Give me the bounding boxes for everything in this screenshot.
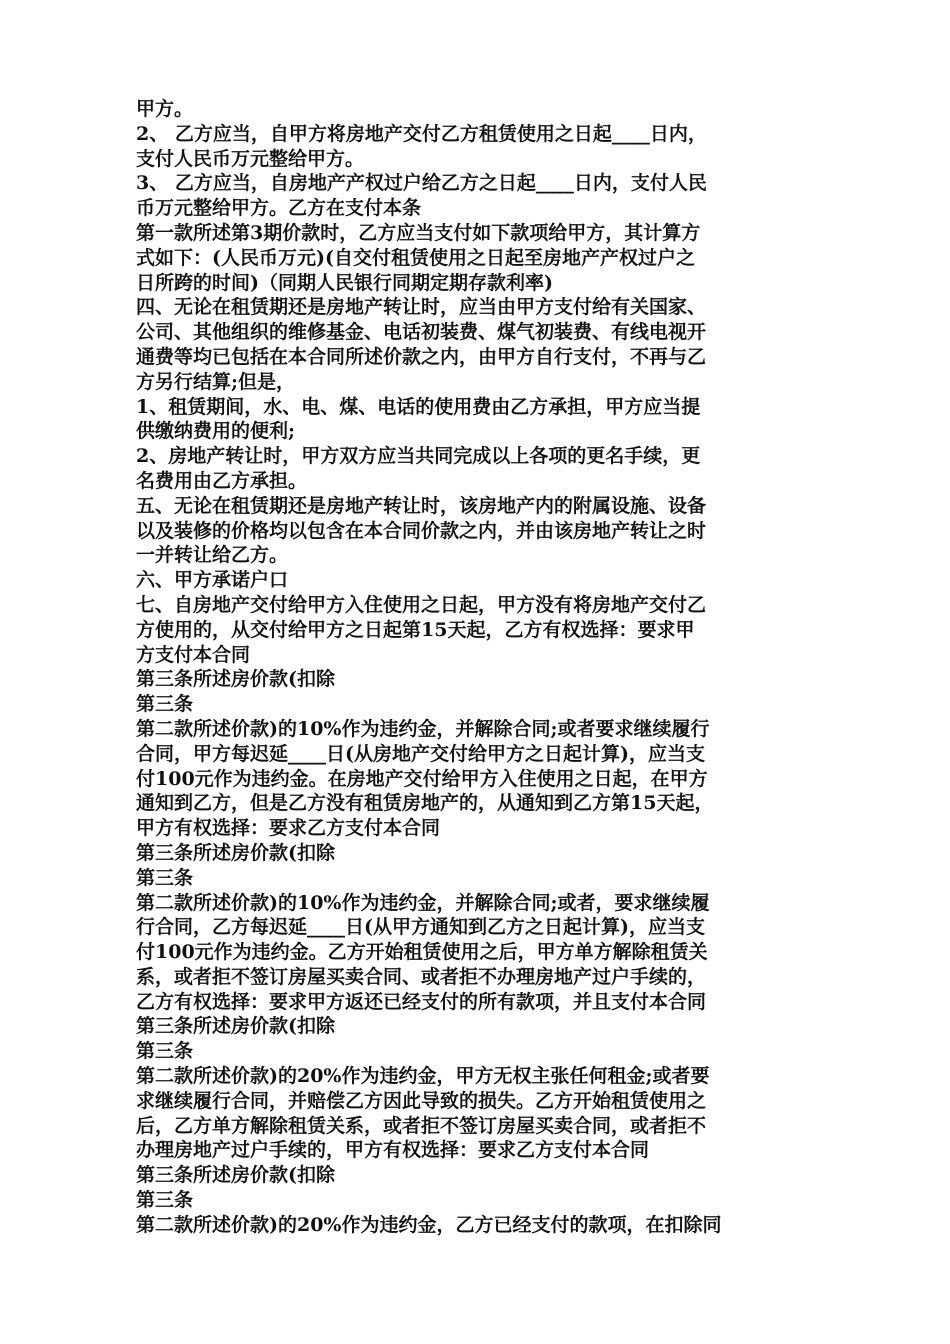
text-line: 甲方有权选择：要求乙方支付本合同 <box>136 817 441 840</box>
text-line: 求继续履行合同，并赔偿乙方因此导致的损失。乙方开始租赁使用之 <box>136 1089 707 1112</box>
text-line: 公司、其他组织的维修基金、电话初装费、煤气初装费、有线电视开 <box>136 321 707 344</box>
text-line: 合同，甲方每迟延____日(从房地产交付给甲方之日起计算)，应当支 <box>136 742 705 765</box>
text-line: 付100元作为违约金。在房地产交付给甲方入住使用之日起，在甲方 <box>136 767 708 790</box>
text-line: 通费等均已包括在本合同所述价款之内，由甲方自行支付，不再与乙 <box>136 345 707 368</box>
text-line: 2、 乙方应当，自甲方将房地产交付乙方租赁使用之日起____日内， <box>136 122 707 145</box>
text-line: 供缴纳费用的便利; <box>136 420 296 443</box>
text-line: 甲方。 <box>136 98 194 120</box>
text-line: 第三条所述房价款(扣除 <box>136 1164 335 1187</box>
text-line: 通知到乙方，但是乙方没有租赁房地产的，从通知到乙方第15天起， <box>136 792 714 815</box>
text-line: 第二款所述价款)的20%作为违约金，乙方已经支付的款项，在扣除同 <box>136 1213 722 1236</box>
text-line: 1、租赁期间，水、电、煤、电话的使用费由乙方承担，甲方应当提 <box>136 395 701 418</box>
text-line: 以及装修的价格均以包含在本合同价款之内，并由该房地产转让之时 <box>136 519 707 542</box>
text-line: 第三条所述房价款(扣除 <box>136 841 335 864</box>
text-line: 行合同，乙方每迟延____日(从甲方通知到乙方之日起计算)，应当支 <box>136 916 705 939</box>
text-line: 七、自房地产交付给甲方入住使用之日起，甲方没有将房地产交付乙 <box>136 593 707 616</box>
text-line: 四、无论在租赁期还是房地产转让时，应当由甲方支付给有关国家、 <box>136 296 707 319</box>
text-line: 2、房地产转让时，甲方双方应当共同完成以上各项的更名手续，更 <box>136 445 701 468</box>
text-line: 第二款所述价款)的20%作为违约金，甲方无权主张任何租金;或者要 <box>136 1065 710 1088</box>
text-line: 方使用的，从交付给甲方之日起第15天起，乙方有权选择：要求甲 <box>136 618 695 641</box>
text-line: 五、无论在租赁期还是房地产转让时，该房地产内的附属设施、设备 <box>136 494 707 517</box>
text-line: 系，或者拒不签订房屋买卖合同、或者拒不办理房地产过户手续的， <box>136 965 707 988</box>
text-line: 一并转让给乙方。 <box>136 544 289 567</box>
text-line: 第二款所述价款)的10%作为违约金，并解除合同;或者要求继续履行 <box>136 717 710 740</box>
text-line: 方另行结算;但是， <box>136 370 296 393</box>
text-line: 第三条 <box>136 1040 194 1063</box>
text-line: 式如下：(人民币万元)(自交付租赁使用之日起至房地产产权过户之 <box>136 246 695 269</box>
text-line: 第三条 <box>136 1189 194 1212</box>
text-line: 3、 乙方应当，自房地产产权过户给乙方之日起____日内，支付人民 <box>136 172 707 195</box>
text-line: 第三条 <box>136 693 194 716</box>
text-line: 第三条所述房价款(扣除 <box>136 668 335 691</box>
text-line: 第二款所述价款)的10%作为违约金，并解除合同;或者，要求继续履 <box>136 891 710 914</box>
text-line: 办理房地产过户手续的，甲方有权选择：要求乙方支付本合同 <box>136 1139 650 1162</box>
text-line: 日所跨的时间)（同期人民银行同期定期存款利率) <box>136 271 553 294</box>
text-line: 付100元作为违约金。乙方开始租赁使用之后，甲方单方解除租赁关 <box>136 941 708 964</box>
text-line: 乙方有权选择：要求甲方返还已经支付的所有款项，并且支付本合同 <box>136 990 707 1013</box>
text-line: 第三条所述房价款(扣除 <box>136 1015 335 1038</box>
text-line: 后，乙方单方解除租赁关系，或者拒不签订房屋买卖合同，或者拒不 <box>136 1114 707 1137</box>
text-line: 币万元整给甲方。乙方在支付本条 <box>136 197 422 220</box>
text-line: 支付人民币万元整给甲方。 <box>136 147 365 170</box>
text-line: 第三条 <box>136 866 194 889</box>
text-line: 方支付本合同 <box>136 643 251 666</box>
text-line: 第一款所述第3期价款时，乙方应当支付如下款项给甲方，其计算方 <box>136 221 701 244</box>
text-line: 六、甲方承诺户口 <box>136 569 289 592</box>
contract-text <box>136 97 836 1238</box>
text-line: 名费用由乙方承担。 <box>136 469 308 492</box>
